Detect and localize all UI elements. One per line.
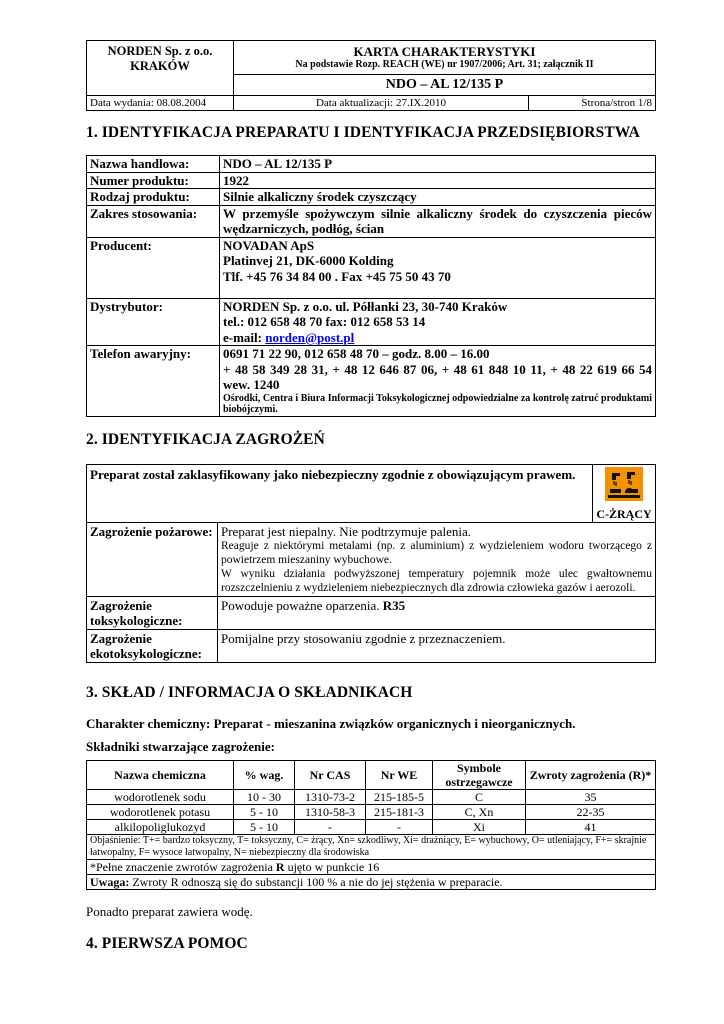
fire-text2: Reaguje z niektórymi metalami (np. z aluminium) z wydzieleniem wodoru tworzącego z powietrzem mieszaniny wybuchowe. [221, 540, 652, 566]
table-row [87, 820, 656, 835]
col-we: Nr WE [366, 761, 433, 790]
table-cell: C, Xn [433, 805, 526, 820]
title-cell [234, 41, 656, 75]
company-city: KRAKÓW [130, 59, 190, 73]
use-value: W przemyśle spożywczym silnie alkaliczny środek do czyszczenia pieców wędzarniczych, podłóg, ścian [220, 205, 656, 237]
col-symbols: Symbole ostrzegawcze [433, 761, 526, 790]
table-cell: C [433, 790, 526, 805]
table-cell: 5 - 10 [234, 805, 295, 820]
page-number: Strona/stron 1/8 [529, 96, 656, 111]
tox-hazard-value [218, 597, 656, 630]
table-cell: 215-185-5 [366, 790, 433, 805]
table-cell: alkilopoliglukozyd [87, 820, 234, 835]
table-cell: 10 - 30 [234, 790, 295, 805]
table-cell: wodorotlenek sodu [87, 790, 234, 805]
symbols-explanation: Objaśnienie: T+= bardzo toksyczny, T= toksyczny, C= żrący, Xn= szkodliwy, Xi= drażniący, E= wybuchowy, O= utleniający, F+= skrajnie łatwopalny, F= wysoce łatwopalny, N= niebezpieczny dla środowiska [87, 835, 656, 860]
chem-character: Charakter chemiczny: Preparat - mieszanina związków organicznych i nieorganicznych. [86, 716, 576, 731]
col-weight: % wag. [234, 761, 295, 790]
fire-hazard-value [218, 523, 656, 597]
note-label: Uwaga: [90, 875, 130, 889]
pictogram-label: C-ŻRĄCY [596, 507, 652, 521]
components-table [86, 760, 656, 890]
eco-hazard-label: Zagrożenie ekotoksykologiczne: [87, 630, 218, 663]
hazards-table [86, 464, 656, 663]
use-label: Zakres stosowania: [87, 205, 220, 237]
col-r-phrases: Zwroty zagrożenia (R)* [526, 761, 656, 790]
product-no-value: 1922 [220, 172, 656, 189]
producer-name: NOVADAN ApS [223, 237, 315, 253]
emergency-line2: + 48 58 349 28 31, + 48 12 646 87 06, + 48 61 848 10 11, + 48 22 619 66 54 wew. 1240 [223, 361, 652, 392]
tox-hazard-label: Zagrożenie toksykologiczne: [87, 597, 218, 630]
table-cell: 22-35 [526, 805, 656, 820]
eco-hazard-value: Pomijalne przy stosowaniu zgodnie z przeznaczeniem. [218, 630, 656, 663]
emergency-value [220, 346, 656, 417]
section4-heading: 4. PIERWSZA POMOC [86, 935, 248, 952]
emergency-label: Telefon awaryjny: [87, 346, 220, 417]
document-header [86, 40, 656, 96]
issue-date: Data wydania: 08.08.2004 [87, 96, 234, 111]
table-cell: 215-181-3 [366, 805, 433, 820]
section3-heading: 3. SKŁAD / INFORMACJA O SKŁADNIKACH [86, 684, 413, 701]
full-meaning-end: ujęto w punkcie 16 [284, 860, 380, 874]
table-cell: Xi [433, 820, 526, 835]
corrosive-hazard-icon [605, 467, 643, 501]
table-cell: - [366, 820, 433, 835]
tox-text: Powoduje poważne oparzenia. [221, 598, 383, 613]
doc-subtitle: Na podstawie Rozp. REACH (WE) nr 1907/2006; Art. 31; załącznik II [295, 59, 594, 70]
product-type-value: Silnie alkaliczny środek czyszczący [220, 189, 656, 206]
table-cell: - [295, 820, 366, 835]
col-chem-name: Nazwa chemiczna [87, 761, 234, 790]
full-meaning-note [87, 860, 656, 875]
distributor-email-link[interactable]: norden@post.pl [265, 329, 355, 345]
table-cell: 1310-58-3 [295, 805, 366, 820]
product-type-label: Rodzaj produktu: [87, 189, 220, 206]
producer-phone: Tlf. +45 76 34 84 00 . Fax +45 75 50 43 70 [223, 268, 451, 284]
update-date: Data aktualizacji: 27.IX.2010 [234, 96, 529, 111]
pictogram-cell [593, 465, 656, 522]
distributor-name: NORDEN Sp. z o.o. ul. Półłanki 23, 30-740 Kraków [223, 298, 508, 314]
classification-text: Preparat został zaklasyfikowany jako niebezpieczny zgodnie z obowiązującym prawem. [87, 465, 593, 522]
section2-heading: 2. IDENTYFIKACJA ZAGROŻEŃ [86, 431, 325, 448]
fire-text1: Preparat jest niepalny. Nie podtrzymuje palenia. [221, 524, 472, 539]
table-cell: 35 [526, 790, 656, 805]
product-code: NDO – AL 12/135 P [234, 75, 656, 96]
fire-text3: W wyniku działania podwyższonej temperatury pojemnik może ulec gwałtownemu rozszczelnieniu z wydzieleniem niebezpiecznych dla zdrowia człowieka gazów i aerozoli. [221, 568, 652, 594]
water-note: Ponadto preparat zawiera wodę. [86, 904, 253, 919]
distributor-email-row [223, 330, 652, 346]
identification-table [86, 155, 656, 417]
trade-name-value: NDO – AL 12/135 P [220, 156, 656, 173]
distributor-value [220, 298, 656, 346]
hazard-components-label: Składniki stwarzające zagrożenie: [86, 739, 275, 754]
table-row [87, 790, 656, 805]
table-cell: 41 [526, 820, 656, 835]
trade-name-label: Nazwa handlowa: [87, 156, 220, 173]
note-text: Zwroty R odnoszą się do substancji 100 % a nie do jej stężenia w preparacie. [129, 875, 503, 889]
full-meaning-text: *Pełne znaczenie zwrotów zagrożenia [90, 860, 276, 874]
company-cell [87, 41, 234, 96]
document-page [86, 40, 656, 952]
distributor-label: Dystrybutor: [87, 298, 220, 346]
doc-title: KARTA CHARAKTERYSTYKI [353, 44, 536, 59]
emergency-note: Ośrodki, Centra i Biura Informacji Toksykologicznej odpowiedzialne za kontrolę zatruć produktami biobójczymi. [223, 392, 652, 415]
table-cell: wodorotlenek potasu [87, 805, 234, 820]
table-cell: 1310-73-2 [295, 790, 366, 805]
table-row [87, 805, 656, 820]
emergency-line1: 0691 71 22 90, 012 658 48 70 – godz. 8.00 – 16.00 [223, 346, 490, 361]
fire-hazard-label: Zagrożenie pożarowe: [87, 523, 218, 597]
product-no-label: Numer produktu: [87, 172, 220, 189]
col-cas: Nr CAS [295, 761, 366, 790]
producer-label: Producent: [87, 237, 220, 298]
distributor-phone: tel.: 012 658 48 70 fax: 012 658 53 14 [223, 314, 426, 329]
producer-address: Platinvej 21, DK-6000 Kolding [223, 253, 394, 268]
full-meaning-r: R [275, 860, 285, 874]
distributor-email-label: e-mail: [223, 329, 266, 345]
dates-row [86, 96, 656, 111]
company-name: NORDEN Sp. z o.o. [107, 44, 213, 58]
components-header-row [87, 761, 656, 790]
section1-heading: 1. IDENTYFIKACJA PREPARATU I IDENTYFIKACJA PRZEDSIĘBIORSTWA [86, 124, 640, 141]
tox-code: R35 [382, 598, 406, 613]
producer-value [220, 237, 656, 298]
table-cell: 5 - 10 [234, 820, 295, 835]
classification-row [87, 465, 656, 523]
note-row [87, 875, 656, 890]
